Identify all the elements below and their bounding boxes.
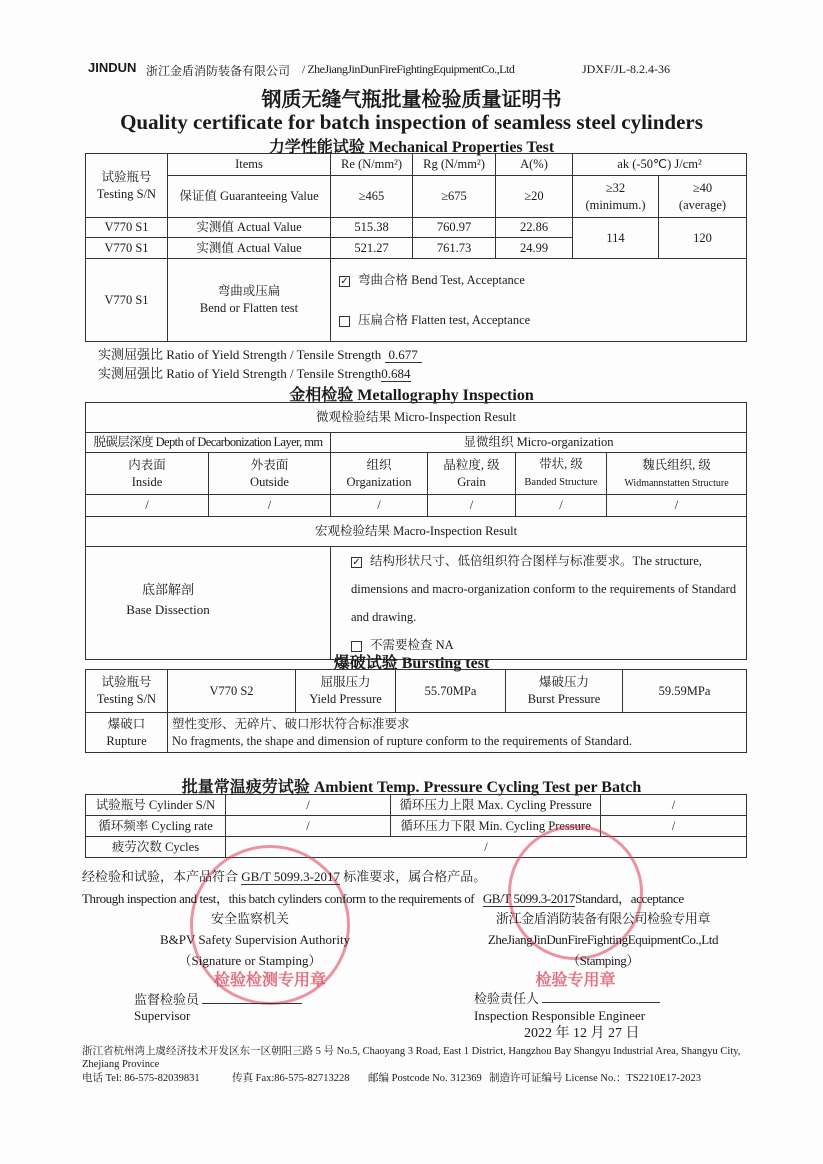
concl-std: GB/T 5099.3-2017 [241,869,340,884]
cyl-sn-val: / [226,795,391,816]
concl-std-en: GB/T 5099.3-2017 [482,891,576,906]
macro-opt2: 不需要检查 NA [370,638,454,652]
row-label: 实测值 Actual Value [168,218,331,238]
flatten-checkbox[interactable] [339,316,350,327]
co-cn: 浙江金盾消防装备有限公司检验专用章 [495,911,711,926]
rate-label: 循环频率 Cycling rate [86,816,226,837]
co-en: ZheJiangJinDunFireFightingEquipmentCo.,Ltd [487,932,719,947]
auth-note: （Signature or Stamping） [178,953,322,968]
row-rg: 761.73 [413,238,496,259]
val: / [86,495,209,517]
rupture-text-cn: 塑性变形、无碎片、破口形状符合标准要求 [172,716,410,731]
ak-avg-val: 120 [659,218,747,259]
macro-heading: 宏观检验结果 Macro-Inspection Result [86,517,747,547]
company-en: / ZheJiangJinDunFireFightingEquipmentCo.,Ltd [302,62,515,76]
rupture-text-en: No fragments, the shape and dimension of rupture conform to the requirements of Standard. [172,733,632,748]
bend-label-en: Bend or Flatten test [199,301,299,315]
engineer-signature-line [542,991,660,1003]
footer-fax: 传真 Fax:86-575-82713228 [232,1073,350,1084]
guar-label: 保证值 Guaranteeing Value [168,176,331,218]
burst-en: Burst Pressure [527,692,601,706]
burst-val: 59.59MPa [623,670,747,713]
col-en: Widmannstatten Structure [624,477,729,489]
sn-en: Testing S/N [96,692,157,706]
max-label: 循环压力上限 Max. Cycling Pressure [391,795,601,816]
burst-table [85,669,747,753]
bend-label-cn: 弯曲或压扁 [217,284,281,299]
val: / [331,495,428,517]
date: 2022 年 12 月 27 日 [524,1026,640,1041]
h-items: Items [168,154,331,176]
col-cn: 外表面 [250,457,289,472]
rupture-cn: 爆破口 [107,716,146,731]
ratio1-value: 0.677 [385,347,422,363]
guar-ak-min-note: (minimum.) [585,197,646,212]
logo: JINDUN [88,60,137,75]
yield-val: 55.70MPa [396,670,506,713]
burst-sn: V770 S2 [168,670,296,713]
company-stamp-text: 检验专用章 [535,972,616,989]
base-en: Base Dissection [126,601,210,617]
row-a: 24.99 [496,238,573,259]
engineer-en: Inspection Responsible Engineer [474,1008,646,1023]
min-val: / [601,816,747,837]
bend-opt: 弯曲合格 Bend Test, Acceptance [358,273,525,287]
auth-cn: 安全监察机关 [210,911,289,926]
base-cn: 底部解剖 [141,582,194,597]
microorg-heading: 显微组织 Micro-organization [331,433,747,453]
h-re: Re (N/mm²) [331,154,413,176]
mech-table [85,153,747,342]
yield-cn: 屈服压力 [320,675,371,690]
concl-en-b: Standard，acceptance [575,891,684,906]
title-cn: 钢质无缝气瓶批量检验质量证明书 [261,89,562,111]
row-re: 521.27 [331,238,413,259]
row-sn: V770 S1 [86,218,168,238]
concl-cn-a: 经检验和试验，本产品符合 [82,869,239,884]
row-sn: V770 S1 [86,238,168,259]
bend-sn: V770 S1 [86,259,168,342]
co-note: （Stamping） [567,953,639,968]
row-label: 实测值 Actual Value [168,238,331,259]
max-val: / [601,795,747,816]
h-ak: ak (-50℃) J/cm² [573,154,747,176]
ratio1-label: 实测屈强比 Ratio of Yield Strength / Tensile Strength [98,347,382,362]
val: / [607,495,747,517]
cycle-table [85,794,747,858]
guar-ak-avg: ≥40 [692,180,713,195]
authority-stamp-text: 检验检测专用章 [213,972,326,989]
val: / [209,495,331,517]
doc-number: JDXF/JL-8.2.4-36 [582,62,671,76]
cycle-heading: 批量常温疲劳试验 Ambient Temp. Pressure Cycling Test per Batch [181,779,642,796]
row-rg: 760.97 [413,218,496,238]
cycles-label: 疲劳次数 Cycles [86,837,226,858]
metal-heading: 金相检验 Metallography Inspection [289,387,534,404]
supervisor-signature [202,991,302,1004]
ak-min-val: 114 [573,218,659,259]
burst-heading: 爆破试验 Bursting test [333,655,490,672]
col-cn: 晶粒度, 级 [443,457,500,472]
h-sn-en: Testing S/N [96,186,157,201]
row-a: 22.86 [496,218,573,238]
mech-heading: 力学性能试验 Mechanical Properties Test [268,139,555,156]
yield-en: Yield Pressure [309,692,382,706]
col-en: Inside [131,474,163,489]
micro-heading: 微观检验结果 Micro-Inspection Result [86,403,747,433]
macro-checkbox[interactable]: ✓ [352,556,361,568]
supervisor-cn: 监督检验员 [134,992,200,1007]
engineer-cn: 检验责任人 [474,991,540,1006]
metal-table [85,402,747,660]
h-sn: 试验瓶号 [101,169,152,184]
decarb-heading: 脱碳层深度 Depth of Decarbonization Layer, mm [86,433,331,453]
cyl-sn-label: 试验瓶号 Cylinder S/N [86,795,226,816]
h-rg: Rg (N/mm²) [413,154,496,176]
cycles-val: / [226,837,747,858]
supervisor-en: Supervisor [134,1008,191,1023]
footer-address2: Zhejiang Province [82,1059,160,1070]
col-cn: 魏氏组织, 级 [642,457,711,472]
footer-tel: 电话 Tel: 86-575-82039831 [82,1073,200,1084]
bend-checkbox[interactable]: ✓ [340,275,349,287]
burst-cn: 爆破压力 [538,675,589,690]
footer-address: 浙江省杭州湾上虞经济技术开发区东一区朝阳三路 5 号 No.5, Chaoyang 3 Road, East 1 District, Hangzhou Bay Shangyu Industrial Area, Shangyu City, [82,1046,741,1057]
col-cn: 内表面 [128,457,166,472]
guar-ak-avg-note: (average) [678,197,727,212]
col-en: Outside [250,474,289,489]
title-en: Quality certificate for batch inspection of seamless steel cylinders [120,110,703,134]
company-cn: 浙江金盾消防装备有限公司 [146,64,291,78]
ratio2-value: 0.684 [381,366,411,381]
h-a: A(%) [496,154,573,176]
sn-cn: 试验瓶号 [101,675,152,690]
guar-a: ≥20 [496,176,573,218]
footer-postcode: 邮编 Postcode No. 312369 [368,1073,482,1084]
col-en: Banded Structure [524,477,598,489]
macro-opt1: 结构形状尺寸、低倍组织符合图样与标准要求。The structure, dimensions and macro-organization conform to the requirements of Standard and drawing. [351,554,737,624]
col-cn: 组织 [366,457,392,472]
val: / [428,495,516,517]
rate-val: / [226,816,391,837]
footer-license: 制造许可证编号 License No.：TS2210E17-2023 [489,1073,702,1084]
auth-en: B&PV Safety Supervision Authority [160,932,351,947]
rupture-en: Rupture [106,733,147,748]
ratio2-label: 实测屈强比 Ratio of Yield Strength / Tensile Strength [98,366,382,381]
flatten-opt: 压扁合格 Flatten test, Acceptance [358,313,531,327]
val: / [516,495,607,517]
concl-cn-b: 标准要求，属合格产品。 [343,869,487,884]
min-label: 循环压力下限 Min. Cycling Pressure [391,816,601,837]
guar-rg: ≥675 [413,176,496,218]
concl-en-a: Through inspection and test，this batch cylinders conform to the requirements of [82,891,475,906]
guar-re: ≥465 [331,176,413,218]
guar-ak-min: ≥32 [605,180,626,195]
col-cn: 带状, 级 [539,457,583,472]
col-en: Organization [346,474,412,489]
row-re: 515.38 [331,218,413,238]
col-en: Grain [457,474,486,489]
